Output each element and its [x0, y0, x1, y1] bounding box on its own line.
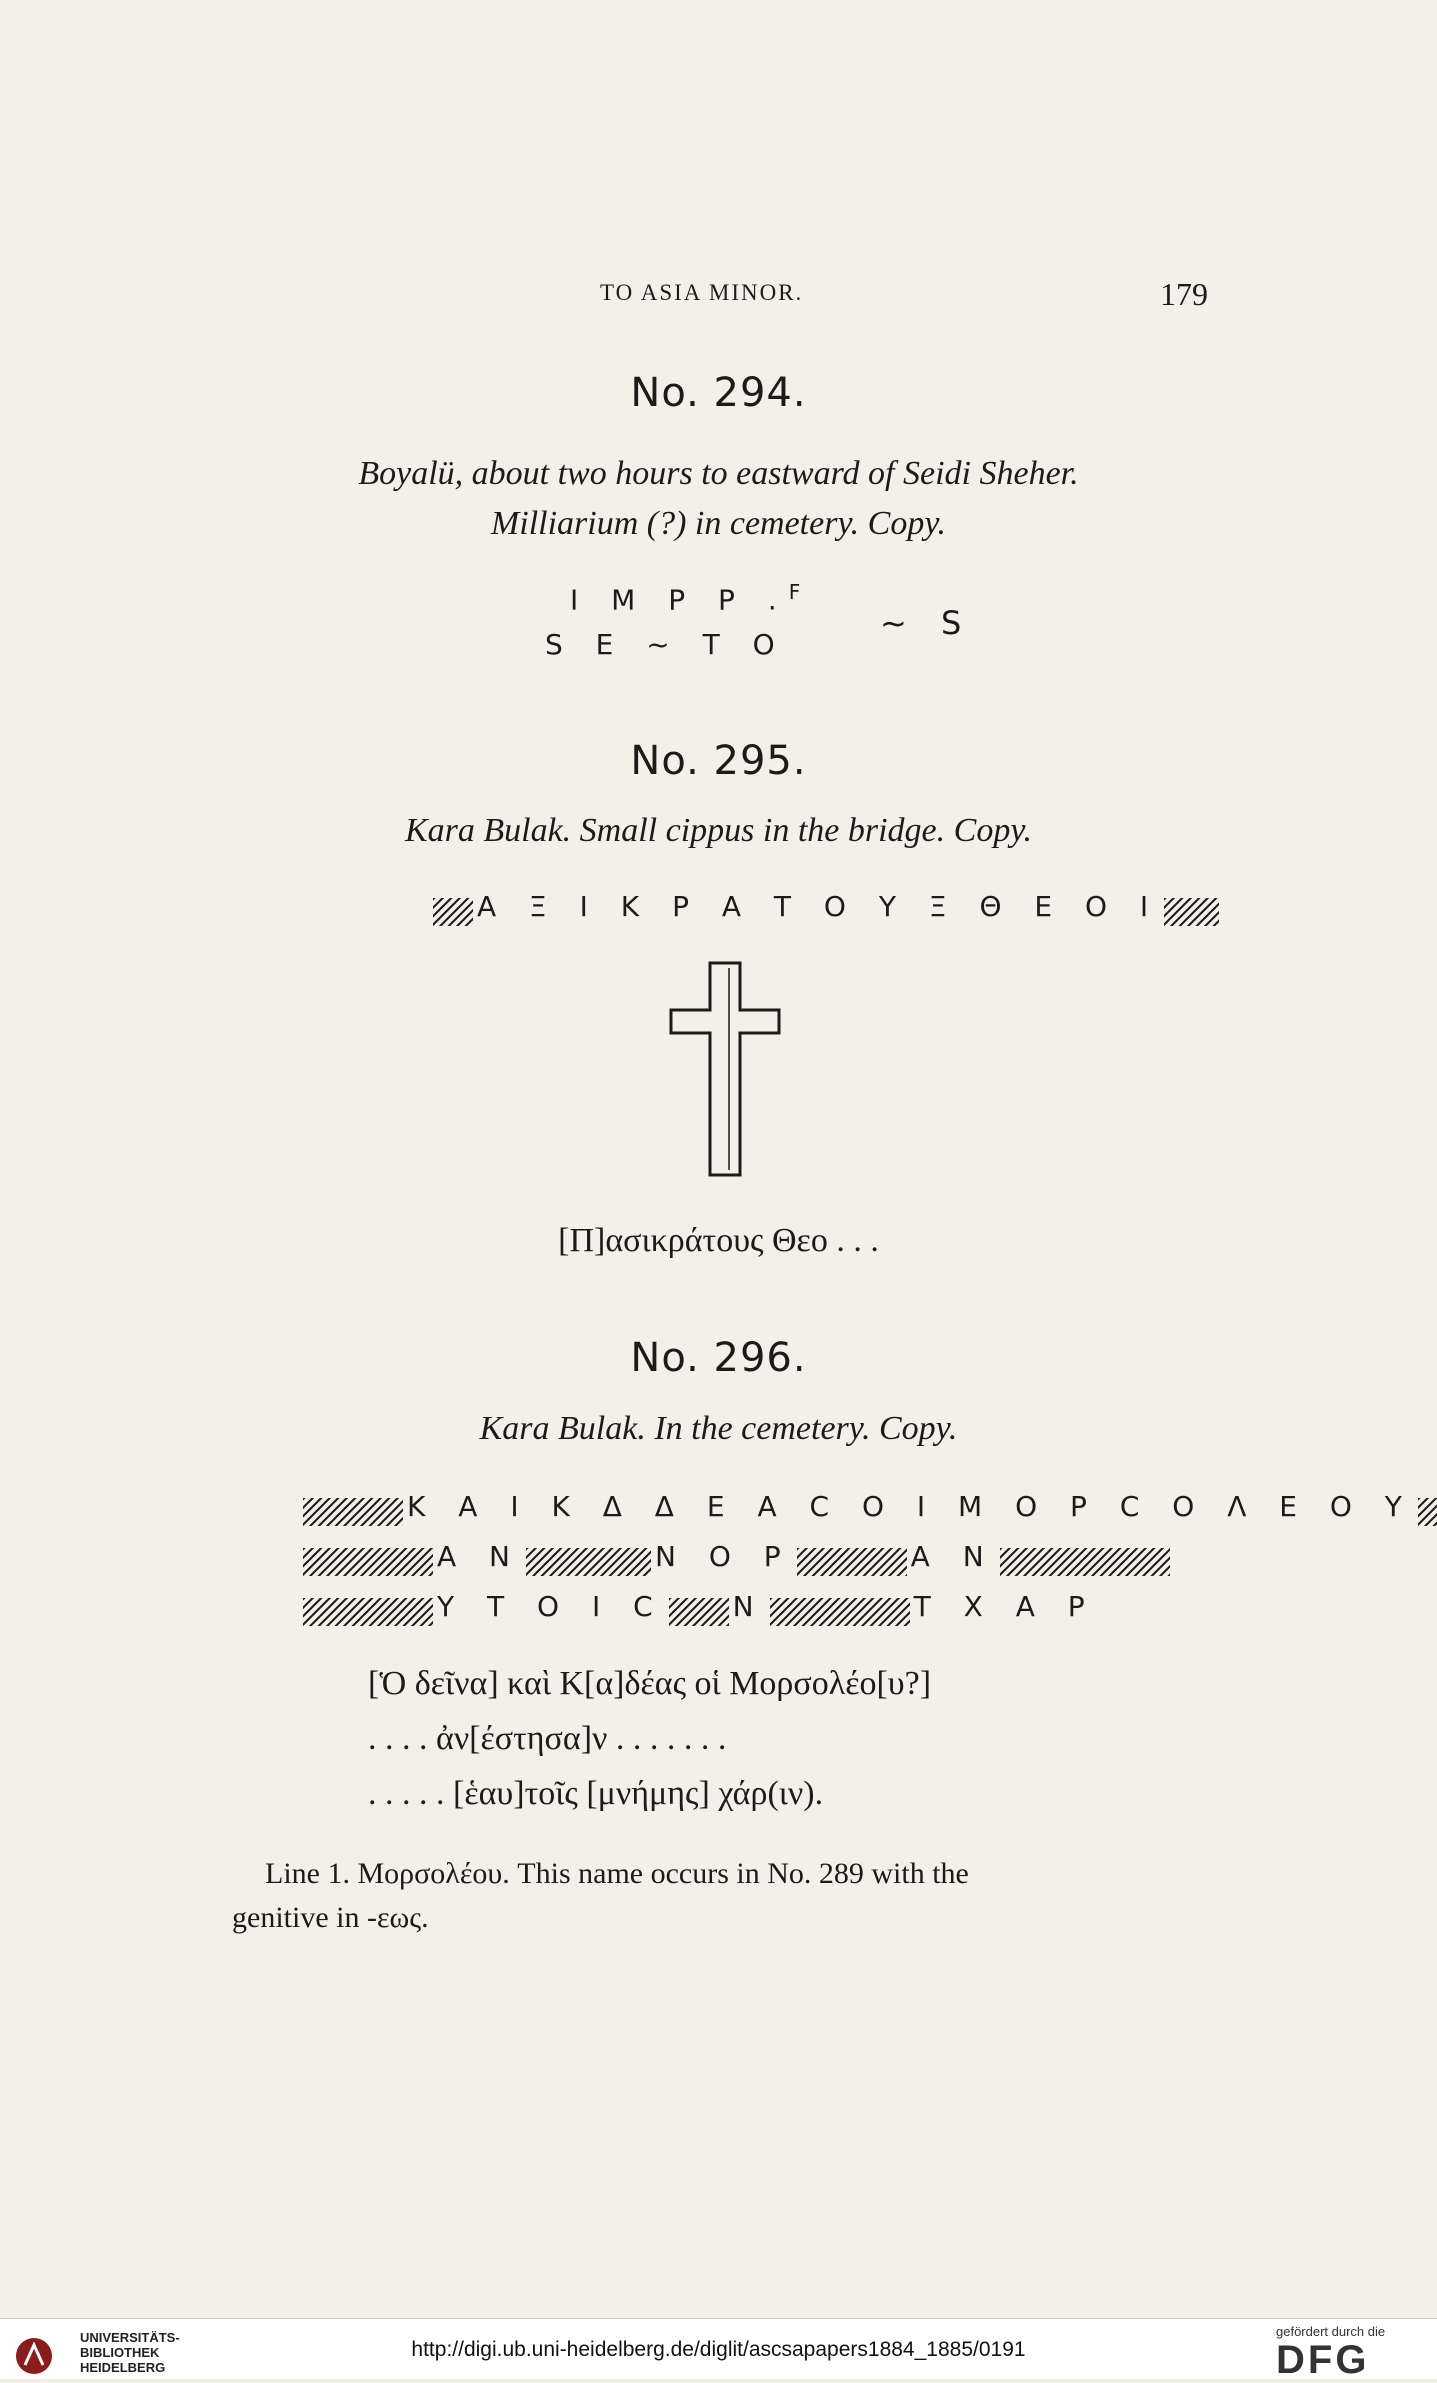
damaged-area — [770, 1598, 910, 1626]
footnote-line-1: Line 1. Μορσολέου. This name occurs in No. 289 with the — [265, 1857, 969, 1890]
damaged-area — [797, 1548, 907, 1576]
entry-294-title: No. 294. — [630, 370, 807, 416]
page-number: 179 — [1160, 276, 1208, 312]
entry-295-title: No. 295. — [630, 738, 807, 784]
footnote-line-2: genitive in -εως. — [232, 1901, 429, 1934]
cross-carving — [665, 960, 785, 1180]
entry-294-inscription-line-1 — [570, 580, 800, 616]
inscription-text: Τ Χ Α Ρ — [913, 1590, 1097, 1623]
damaged-area — [433, 898, 473, 926]
damaged-area — [303, 1548, 433, 1576]
damaged-area — [1000, 1548, 1170, 1576]
entry-295-inscription — [433, 890, 1219, 926]
damaged-area — [526, 1548, 651, 1576]
entry-296-transcription-1: [Ὁ δεῖνα] καὶ Κ[α]δέας οἱ Μορσολέο[υ?] — [368, 1665, 932, 1702]
inscription-text: Α Ν — [437, 1540, 522, 1573]
entry-296-inscription-line-1 — [303, 1490, 1437, 1526]
inscription-superscript: F — [788, 580, 801, 604]
entry-296-transcription-3: . . . . . [ἑαυ]τοῖς [μνήμης] χάρ(ιν). — [368, 1775, 824, 1812]
entry-294-caption-1: Boyalü, about two hours to eastward of Seidi Sheher. — [358, 455, 1079, 492]
entry-296-caption: Kara Bulak. In the cemetery. Copy. — [479, 1410, 958, 1447]
inscription-text: Υ Τ Ο Ι Ϲ — [437, 1590, 665, 1623]
inscription-text: Α Ξ Ι Κ Ρ Α Τ Ο Υ Ξ Θ Ε Ο Ι — [477, 890, 1161, 923]
footer-divider — [0, 2318, 1437, 2319]
library-name-line: HEIDELBERG — [80, 2360, 166, 2375]
damaged-area — [669, 1598, 729, 1626]
source-url-link[interactable]: http://digi.ub.uni-heidelberg.de/diglit/ascsapapers1884_1885/0191 — [411, 2338, 1026, 2361]
inscription-text: Ν — [732, 1590, 766, 1623]
damaged-area — [1164, 898, 1219, 926]
inscription-text: I M P P . — [570, 583, 789, 617]
entry-296-inscription-line-3 — [303, 1590, 1097, 1626]
entry-294-inscription-line-2b: ~ S — [880, 604, 974, 642]
entry-296-inscription-line-2 — [303, 1540, 1170, 1576]
inscription-text: Α Ν — [910, 1540, 996, 1573]
dfg-logo: DFG — [1276, 2338, 1370, 2382]
damaged-area — [1418, 1498, 1437, 1526]
entry-295-caption: Kara Bulak. Small cippus in the bridge. Copy. — [404, 812, 1033, 849]
entry-296-transcription-2: . . . . ἀν[έστησα]ν . . . . . . . — [368, 1720, 727, 1757]
inscription-text: Κ Α Ι Κ Δ Δ Ε Α Ϲ Ο Ι Μ Ο Ρ Ϲ Ο Λ Ε Ο Υ — [407, 1490, 1414, 1523]
running-head: TO ASIA MINOR. — [600, 280, 804, 305]
funded-by-text: gefördert durch die — [1276, 2324, 1386, 2339]
damaged-area — [303, 1498, 403, 1526]
library-name-line: UNIVERSITÄTS- — [80, 2330, 180, 2345]
entry-295-transcription: [Π]ασικράτους Θεο . . . — [558, 1222, 879, 1259]
library-name-line: BIBLIOTHEK — [80, 2345, 160, 2360]
inscription-text: Ν Ο Ρ — [655, 1540, 793, 1573]
entry-294-caption-2: Milliarium (?) in cemetery. Copy. — [490, 505, 947, 542]
entry-294-inscription-line-2: S E ~ T O — [545, 628, 787, 661]
entry-296-title: No. 296. — [630, 1335, 807, 1381]
damaged-area — [303, 1598, 433, 1626]
